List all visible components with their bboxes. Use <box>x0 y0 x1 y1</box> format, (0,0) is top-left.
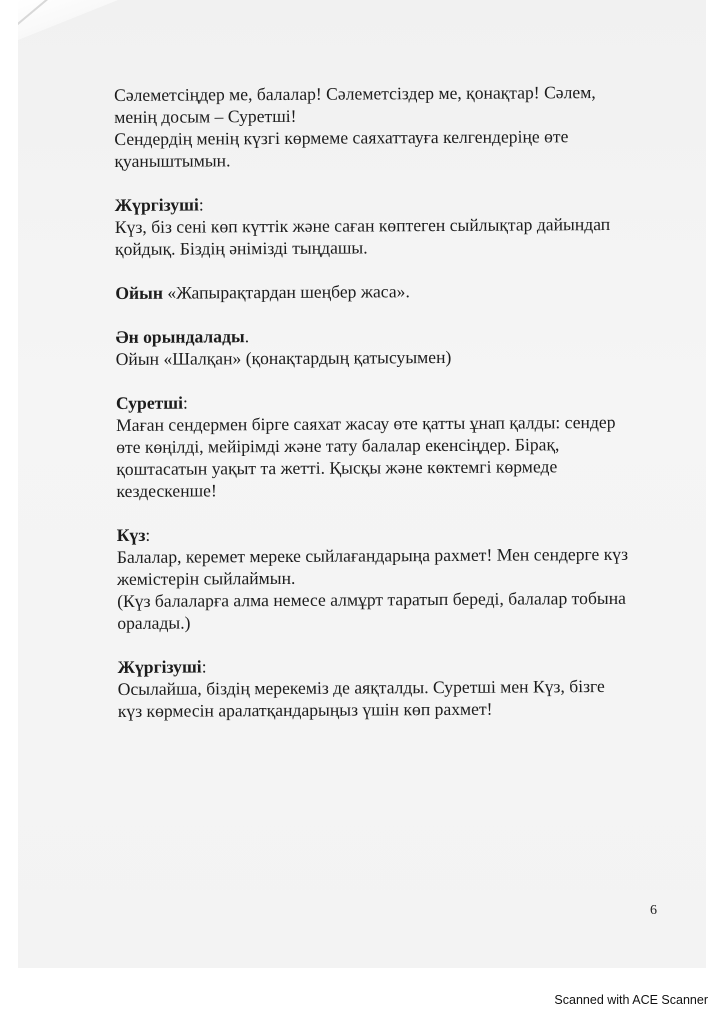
text-line: қойдық. Біздің әнімізді тыңдашы. <box>114 237 368 259</box>
text-line: Балалар, керемет мереке сыйлағандарыңа рахмет! Мен сендерге күз <box>116 543 629 567</box>
song-heading: Ән орындалады. <box>115 326 250 347</box>
speaker-heading: Жүргізуші: <box>117 656 207 677</box>
text-line: Осылайша, біздің мерекеміз де аяқталды. Суретші мен Күз, бізге <box>117 676 605 699</box>
text-line: Ойын «Шалқан» (қонақтардың қатысуымен) <box>115 346 452 369</box>
game-line: Ойын «Жапырақтардан шеңбер жаса». <box>115 281 410 303</box>
text-line: Күз, біз сені көп күттік және саған көптеген сыйлықтар дайындап <box>114 213 611 237</box>
text-line: менің досым – Суретші! <box>114 105 297 127</box>
page-corner-fold <box>18 0 118 40</box>
text-line: кездескенше! <box>116 480 217 501</box>
text-line: оралады.) <box>117 612 191 633</box>
text-line: жемістерін сыйлаймын. <box>116 567 296 589</box>
speaker-heading: Жүргізуші: <box>114 194 204 215</box>
text-line: өте көңілді, мейірімді және тату балалар екенсіңдер. Бірақ, <box>116 434 560 457</box>
speaker-heading: Суретші: <box>115 392 188 413</box>
text-line: қоштасатын уақыт та жетті. Қысқы және көктемгі көрмеде <box>116 456 558 479</box>
speaker-heading: Күз: <box>116 524 151 545</box>
text-line: күз көрмесін аралатқандарыңыз үшін көп рахмет! <box>117 698 493 721</box>
page-number: 6 <box>650 903 657 918</box>
text-line: Сендердің менің күзгі көрмеме саяхаттауға келгендеріңе өте <box>114 126 569 149</box>
scanned-page <box>18 0 706 968</box>
text-line: Сәлеметсіңдер ме, балалар! Сәлеметсіздер ме, қонақтар! Сәлем, <box>114 82 596 105</box>
scanner-watermark: Scanned with ACE Scanner <box>554 993 708 1007</box>
text-line: (Күз балаларға алма немесе алмұрт таратып береді, балалар тобына <box>117 587 626 611</box>
document-body <box>114 81 678 722</box>
text-line: қуаныштымын. <box>114 150 231 171</box>
text-line: Маған сендермен бірге саяхат жасау өте қатты ұнап қалды: сендер <box>116 411 616 435</box>
